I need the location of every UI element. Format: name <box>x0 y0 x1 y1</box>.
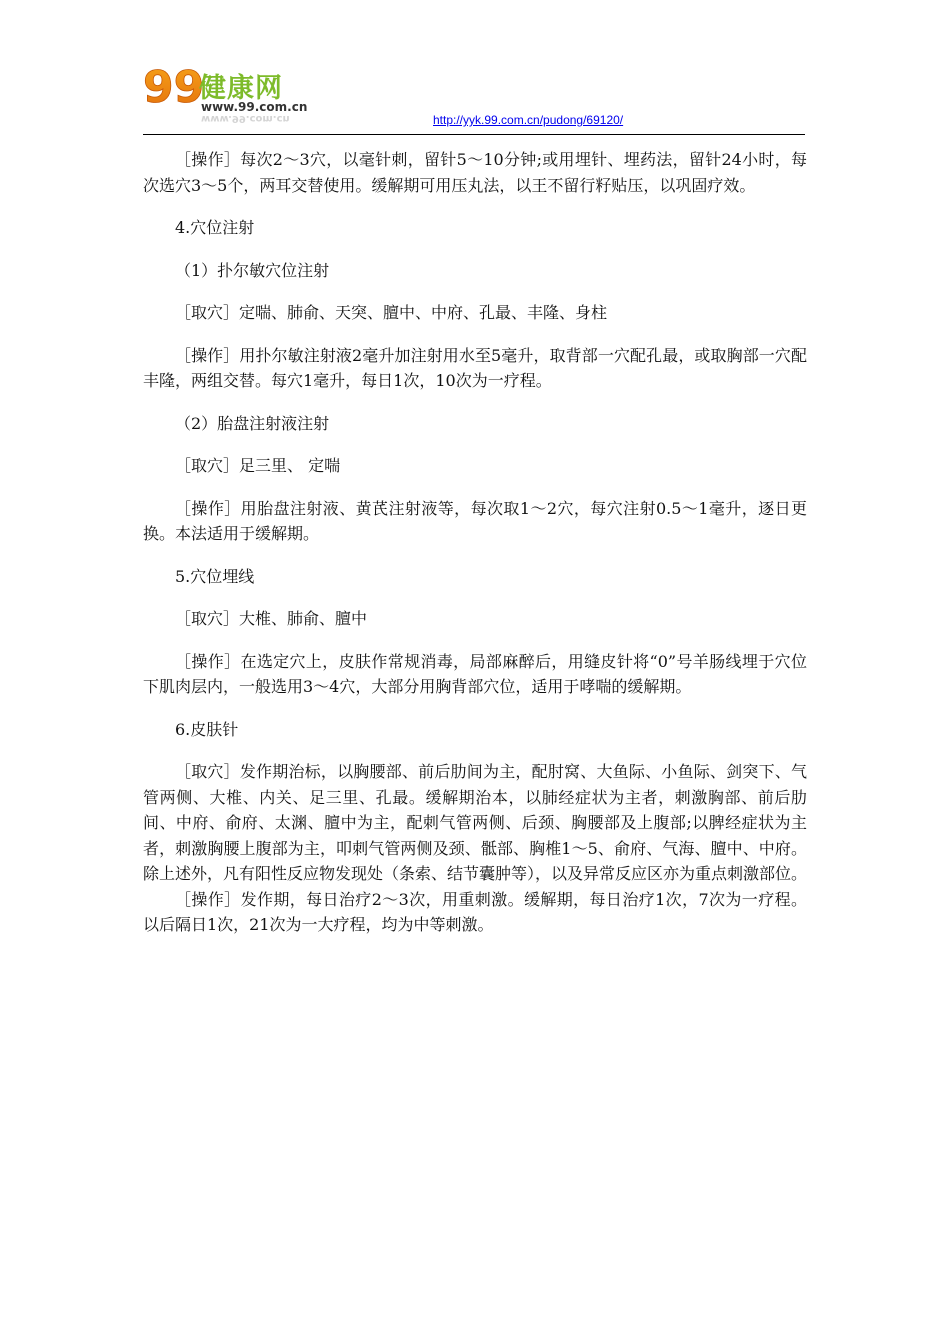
document-body <box>143 147 807 938</box>
section-heading-skin-needle: 6.皮肤针 <box>175 719 239 739</box>
paragraph-skin-needle-points: ［取穴］发作期治标，以胸腰部、前后肋间为主，配肘窝、大鱼际、小鱼际、剑突下、气管两侧、大椎、内关、足三里、孔最。缓解期治本，以肺经症状为主者，刺激胸部、前后肋间、中府、俞府、太渊、膻中为主，配刺气管两侧、后颈、胸腰部及上腹部;以脾经症状为主者，刺激胸腰上腹部为主，叩刺气管两侧及颈、骶部、胸椎1～5、俞府、气海、膻中、中府。除上述外，凡有阳性反应物发现处（条索、结节囊肿等），以及异常反应区亦为重点刺激部位。 <box>143 762 808 883</box>
logo-url: www.99.com.cn <box>201 100 308 114</box>
logo-name: 健康网 <box>199 73 283 104</box>
section-heading-catgut-embedding: 5.穴位埋线 <box>175 566 255 586</box>
logo-99-mark <box>143 62 205 110</box>
header-divider <box>143 134 805 135</box>
logo-url-reflection: www.99.com.cn <box>201 113 290 124</box>
logo-digits: 99 <box>143 62 205 110</box>
subheading-chlorphenamine-injection: （1）扑尔敏穴位注射 <box>175 260 330 280</box>
paragraph-placenta-operation: ［操作］用胎盘注射液、黄芪注射液等，每次取1～2穴，每穴注射0.5～1毫升，逐日更换。本法适用于缓解期。 <box>143 498 807 543</box>
paragraph-skin-needle-operation: ［操作］发作期，每日治疗2～3次，用重刺激。缓解期，每日治疗1次，7次为一疗程。以后隔日1次，21次为一大疗程，均为中等刺激。 <box>143 889 807 934</box>
paragraph-embedding-operation: ［操作］在选定穴上，皮肤作常规消毒，局部麻醉后，用缝皮针将“0”号羊肠线埋于穴位下肌肉层内，一般选用3～4穴，大部分用胸背部穴位，适用于哮喘的缓解期。 <box>143 651 807 696</box>
page-header <box>143 62 805 134</box>
paragraph-chlorphenamine-points: ［取穴］定喘、肺俞、天突、膻中、中府、孔最、丰隆、身柱 <box>175 303 608 322</box>
paragraph-chlorphenamine-operation: ［操作］用扑尔敏注射液2毫升加注射用水至5毫升，取背部一穴配孔最，或取胸部一穴配丰隆，两组交替。每穴1毫升，每日1次，10次为一疗程。 <box>143 345 807 390</box>
site-logo[interactable] <box>143 62 343 128</box>
subheading-placenta-injection: （2）胎盘注射液注射 <box>175 413 330 433</box>
paragraph-ear-operation: ［操作］每次2～3穴，以毫针刺，留针5～10分钟;或用埋针、埋药法，留针24小时，每次选穴3～5个，两耳交替使用。缓解期可用压丸法，以王不留行籽贴压，以巩固疗效。 <box>143 150 807 195</box>
source-link[interactable]: http://yyk.99.com.cn/pudong/69120/ <box>433 113 624 127</box>
paragraph-placenta-points: ［取穴］足三里、 定喘 <box>175 456 341 475</box>
section-heading-acupoint-injection: 4.穴位注射 <box>175 218 255 237</box>
paragraph-embedding-points: ［取穴］大椎、肺俞、膻中 <box>175 609 368 628</box>
